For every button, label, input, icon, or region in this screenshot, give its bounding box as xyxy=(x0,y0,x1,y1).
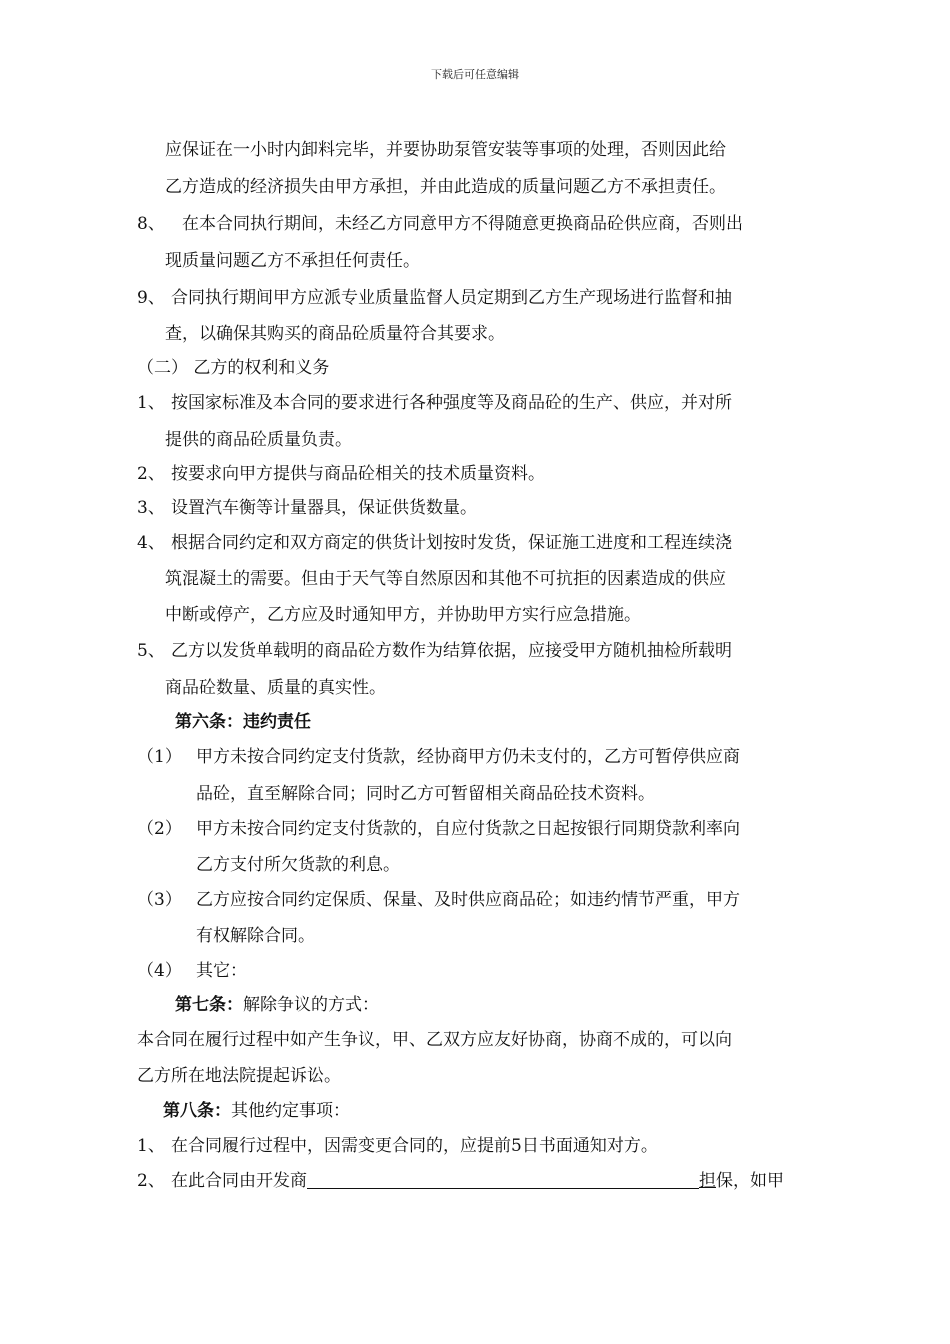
text-line: 应保证在一小时内卸料完毕，并要协助泵管安装等事项的处理，否则因此给 xyxy=(165,140,726,160)
article-title: 第八条： xyxy=(163,1101,231,1121)
fill-in-blank xyxy=(307,1170,699,1189)
page-header: 下载后可任意编辑 xyxy=(431,68,519,81)
text-line: 在合同履行过程中，因需变更合同的，应提前5日书面通知对方。 xyxy=(171,1136,658,1156)
text-line: 乙方以发货单载明的商品砼方数作为结算依据，应接受甲方随机抽检所载明 xyxy=(171,641,732,661)
text-line: 乙方所在地法院提起诉讼。 xyxy=(137,1066,341,1086)
text-line: 本合同在履行过程中如产生争议，甲、乙双方应友好协商，协商不成的，可以向 xyxy=(137,1030,732,1050)
item-number: （3） xyxy=(137,890,182,910)
text-line: 合同执行期间甲方应派专业质量监督人员定期到乙方生产现场进行监督和抽 xyxy=(171,288,732,308)
article-subtitle: 解除争议的方式： xyxy=(243,995,379,1015)
text-line: 乙方造成的经济损失由甲方承担，并由此造成的质量问题乙方不承担责任。 xyxy=(165,177,726,197)
item-number: 5、 xyxy=(137,641,165,661)
text-line: 乙方应按合同约定保质、保量、及时供应商品砼；如违约情节严重，甲方 xyxy=(196,890,740,910)
item-number: （2） xyxy=(137,819,182,839)
text-line: 有权解除合同。 xyxy=(196,926,315,946)
text-line: 设置汽车衡等计量器具，保证供货数量。 xyxy=(171,498,477,518)
item-number: 2、 xyxy=(137,464,165,484)
item-number: 8、 xyxy=(137,214,165,234)
item-number: 3、 xyxy=(137,498,165,518)
text-line: 现质量问题乙方不承担任何责任。 xyxy=(165,251,420,271)
text-line: 商品砼数量、质量的真实性。 xyxy=(165,678,386,698)
text-line: 甲方未按合同约定支付货款，经协商甲方仍未支付的，乙方可暂停供应商 xyxy=(196,747,740,767)
text-line: 其它： xyxy=(196,961,247,981)
article-heading xyxy=(163,1100,350,1122)
text-segment-underlined: 担 xyxy=(699,1171,716,1191)
text-line: 品砼，直至解除合同；同时乙方可暂留相关商品砼技术资料。 xyxy=(196,784,655,804)
text-line: 按国家标准及本合同的要求进行各种强度等及商品砼的生产、供应，并对所 xyxy=(171,393,732,413)
text-line: 乙方支付所欠货款的利息。 xyxy=(196,855,400,875)
item-number: 9、 xyxy=(137,288,165,308)
text-line: 根据合同约定和双方商定的供货计划按时发货，保证施工进度和工程连续浇 xyxy=(171,533,732,553)
text-line: 按要求向甲方提供与商品砼相关的技术质量资料。 xyxy=(171,464,545,484)
section-heading: （二） 乙方的权利和义务 xyxy=(137,358,330,378)
text-line: 查，以确保其购买的商品砼质量符合其要求。 xyxy=(165,324,505,344)
text-line: 在本合同执行期间，未经乙方同意甲方不得随意更换商品砼供应商，否则出 xyxy=(182,214,743,234)
item-number: 2、 xyxy=(137,1171,165,1191)
text-segment: 保，如甲 xyxy=(716,1171,784,1191)
article-heading: 第六条：违约责任 xyxy=(175,712,311,732)
item-number: 1、 xyxy=(137,1136,165,1156)
article-title: 第七条： xyxy=(175,995,243,1015)
item-number: （4） xyxy=(137,961,182,981)
item-number: （1） xyxy=(137,747,182,767)
text-line: 筑混凝土的需要。但由于天气等自然原因和其他不可抗拒的因素造成的供应 xyxy=(165,569,726,589)
item-number: 1、 xyxy=(137,393,165,413)
item-number: 4、 xyxy=(137,533,165,553)
article-heading xyxy=(175,994,379,1016)
article-subtitle: 其他约定事项： xyxy=(231,1101,350,1121)
text-line: 提供的商品砼质量负责。 xyxy=(165,430,352,450)
text-segment: 在此合同由开发商 xyxy=(171,1171,307,1191)
text-line xyxy=(171,1170,784,1192)
text-line: 甲方未按合同约定支付货款的，自应付货款之日起按银行同期贷款利率向 xyxy=(196,819,740,839)
text-line: 中断或停产，乙方应及时通知甲方，并协助甲方实行应急措施。 xyxy=(165,605,641,625)
